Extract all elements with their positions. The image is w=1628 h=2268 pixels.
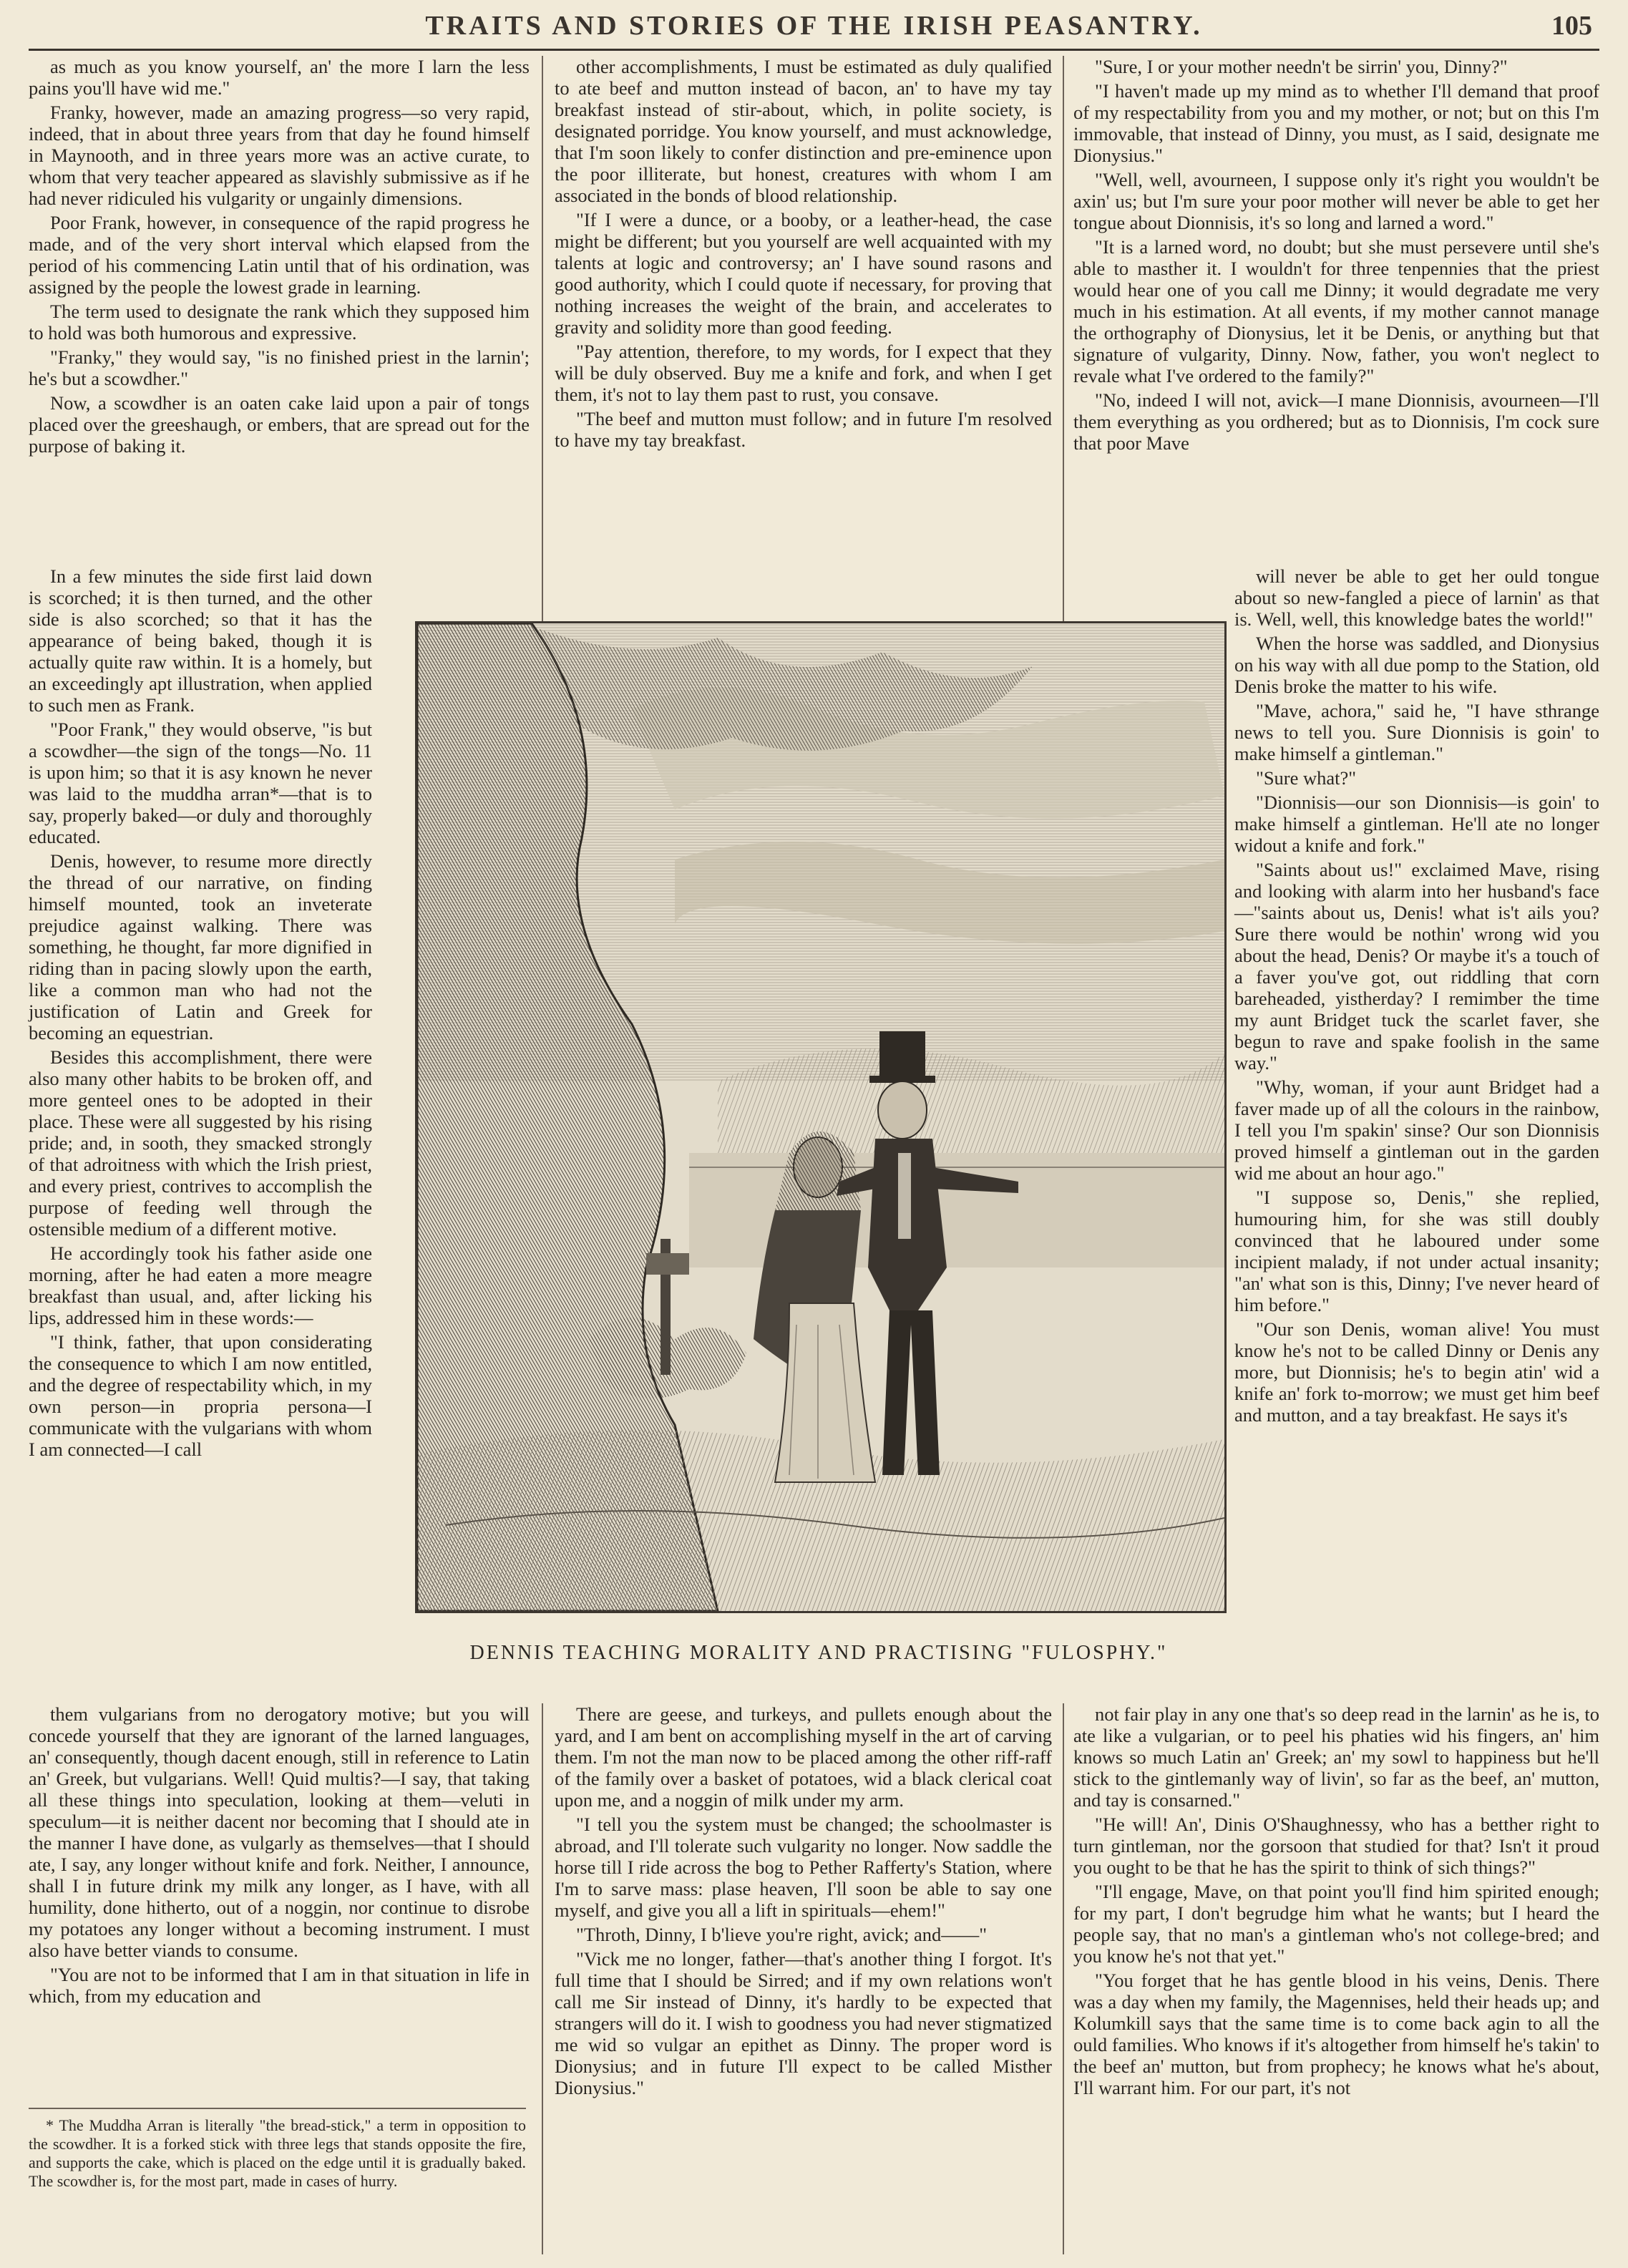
paragraph: "I think, father, that upon considerating the consequence to which I am now entitled, and the degree of respectability which, in my own person—in propria persona—I communicate with the vulgarians with whom I am connected—I call [29,1331,372,1460]
paragraph: them vulgarians from no derogatory motive; but you will concede yourself that they are ignorant of the larned languages, an' consequently, though dacent enough, still in reference to Latin an' Greek, but vulgarians. Well! Quid multis?—I say, that taking all these things into speculation, looking at them—veluti in speculum—it is neither dacent nor becoming that I should ate in the manner I have done, as vulgarly as themselves—that I should ate, I say, any longer without knife and fork. Neither, I announce, shall I in future drink my milk any longer, as I have, with all humility, done hitherto, out of a noggin, nor continue to disrobe my potatoes any longer without a becoming instrument. I must also have better viands to consume. [29,1703,530,1961]
paragraph: Now, a scowdher is an oaten cake laid upon a pair of tongs placed over the greeshaugh, or embers, that are spread out for the purpose of baking it. [29,392,530,457]
paragraph: In a few minutes the side first laid down is scorched; it is then turned, and the other side is also scorched; so that it has the appearance of being baked, though it is actually quite raw within. It is a homely, but an exceedingly apt illustration, when applied to such men as Frank. [29,565,372,716]
middle-column-bottom [555,1703,1052,2098]
paragraph: Franky, however, made an amazing progress—so very rapid, indeed, that in about three years from that day he found himself in Maynooth, and in three years more was an active curate, to whom that very teacher appeared as slavishly submissive as if he had never ridiculed his vulgarity or ungainly dimensions. [29,102,530,209]
engraving-drawing [417,623,1224,1611]
paragraph: "No, indeed I will not, avick—I mane Dionnisis, avourneen—I'll them everything as you ordhered; but as to Dionnisis, I'm cock sure that poor Mave [1073,389,1599,454]
paragraph: "Saints about us!" exclaimed Mave, rising and looking with alarm into her husband's face—"saints about us, Denis! what is't ails you? Sure there would be nothin' wrong wid you about the head, Denis? Or maybe it's a touch of a faver you've got, out riddling that corn bareheaded, yistherday? I remimber the time my aunt Bridget tuck the scarlet faver, she begun to rave and spake foolish in the same way." [1234,859,1599,1074]
paragraph: "I'll engage, Mave, on that point you'll find him spirited enough; for my part, I don't begrudge him what he wants; but I heard the people say, that no man's a gintleman who's not college-bred; and you know he's not that yet." [1073,1881,1599,1967]
paragraph: "Poor Frank," they would observe, "is but a scowdher—the sign of the tongs—No. 11 is upon him; so that it is asy known he never was laid to the muddha arran*—that is to say, properly baked—or duly and thoroughly educated. [29,719,372,847]
paragraph: "Sure, I or your mother needn't be sirrin' you, Dinny?" [1095,56,1508,77]
left-column-narrow [29,565,372,1460]
paragraph: will never be able to get her ould tongue about so new-fangled a piece of larnin' as that is. Well, well, this knowledge bates the world!" [1234,565,1599,630]
paragraph: as much as you know yourself, an' the more I larn the less pains you'll have wid me." [29,56,530,99]
paragraph: "Well, well, avourneen, I suppose only it's right you wouldn't be axin' us; but I'm sure your poor mother will never be able to get her tongue about Dionnisis, it's so long and larned a word." [1073,169,1599,233]
paragraph: "Our son Denis, woman alive! You must know he's not to be called Dinny or Denis any more, but Dionnisis; he's to begin atin' wid a knife an' fork to-morrow; we must get him beef and mutton, and a tay breakfast. He says it's [1234,1318,1599,1426]
right-column-narrow [1234,565,1599,1426]
paragraph: "You forget that he has gentle blood in his veins, Denis. There was a day when my family, the Magennises, held their heads up; and Kolumkill says that the same time is to come back agin to all the ould families. Who knows if it's altogether from himself he's takin' to the beef an' mutton, but from prophecy; he knows what he's about, I'll warrant him. For our part, it's not [1073,1970,1599,2098]
left-column-top [29,56,530,457]
column-rule-right [1063,56,1064,621]
paragraph: other accomplishments, I must be estimated as duly qualified to ate beef and mutton instead of bacon, an' to have my tay breakfast instead of stir-about, which, in polite society, is designated porridge. You know yourself, and must acknowledge, that I'm soon likely to confer distinction and pre-eminence upon the poor illiterate, but honest, creatures with whom I am associated in the bonds of blood relationship. [555,56,1052,206]
paragraph: "You are not to be informed that I am in that situation in life in which, from my education and [29,1964,530,2007]
paragraph: "Why, woman, if your aunt Bridget had a faver made up of all the colours in the rainbow, I tell you I'm spakin' sinse? Our son Dionnisis proved himself a gintleman out in the garden wid me about an hour ago." [1234,1076,1599,1184]
paragraph: "The beef and mutton must follow; and in future I'm resolved to have my tay breakfast. [555,408,1052,451]
footnote [29,2108,526,2191]
paragraph: "If I were a dunce, or a booby, or a leather-head, the case might be different; but you yourself are well acquainted with my talents at logic and controversy; an' I have sound rasons and good authority, which I could quote if necessary, for proving that nothing increases the weight of the brain, and accelerates to gravity and solidity more than good feeding. [555,209,1052,338]
paragraph: There are geese, and turkeys, and pullets enough about the yard, and I am bent on accomplishing myself in the art of carving them. I'm not the man now to be placed among the other riff-raff of the family over a basket of potatoes, wid a black clerical coat upon me, and a noggin of milk under my arm. [555,1703,1052,1811]
column-rule-left [542,56,543,621]
illustration-caption: DENNIS TEACHING MORALITY AND PRACTISING "FULOSPHY." [469,1642,1168,1664]
paragraph: "Throth, Dinny, I b'lieve you're right, avick; and——" [576,1924,988,1945]
paragraph: "He will! An', Dinis O'Shaughnessy, who has a betther right to turn gintleman, nor the gorsoon that studied for that? Isn't it proud you ought to be that he has the spirit to think of sich things?" [1073,1814,1599,1878]
paragraph: "I suppose so, Denis," she replied, humouring him, for she was still doubly convinced that he laboured under some incipient malady, if not under actual insanity; "an' what son is this, Dinny; I've never heard of him before." [1234,1187,1599,1315]
paragraph: "Pay attention, therefore, to my words, for I expect that they will be duly observed. Buy me a knife and fork, and when I get them, it's not to lay them past to rust, you consave. [555,341,1052,405]
paragraph: "It is a larned word, no doubt; but she must persevere until she's able to masther it. I wouldn't for three tenpennies that the priest would hear one of you call me Dinny; it would degradate me very much in his estimation. At all events, if my mother cannot manage the orthography of Dionysius, let it be Denis, or anything but that signature of vulgarity, Dinny. Now, father, you won't neglect to revale what I've ordered to the family?" [1073,236,1599,386]
footnote-text: * The Muddha Arran is literally "the bread-stick," a term in opposition to the scowdher. It is a forked stick with three legs that stands opposite the fire, and supports the cake, which is placed on the edge until it is gradually baked. The scowdher is, for the most part, made in cases of hurry. [29,2116,526,2190]
page-header [29,6,1599,51]
column-rule-left-lower [542,1703,543,2254]
middle-column-top [555,56,1052,451]
column-rule-right-lower [1063,1703,1064,2254]
right-column-top [1073,56,1599,454]
paragraph: "I haven't made up my mind as to whether I'll demand that proof of my respectability from you and my mother, or not; but on this I'm immovable, that instead of Dinny, you must, as I said, designate me Dionysius." [1073,80,1599,166]
left-column-bottom [29,1703,530,2007]
paragraph: The term used to designate the rank which they supposed him to hold was both humorous and expressive. [29,301,530,344]
paragraph: Denis, however, to resume more directly the thread of our narrative, on finding himself mounted, took an inveterate prejudice against walking. There was something, he thought, far more dignified in riding than in pacing slowly upon the earth, like a common man who had not the justification of Latin and Greek for becoming an equestrian. [29,850,372,1043]
paragraph: He accordingly took his father aside one morning, after he had eaten a more meagre breakfast than usual, and, after licking his lips, addressed him in these words:— [29,1242,372,1328]
right-column-bottom [1073,1703,1599,2098]
running-title: TRAITS AND STORIES OF THE IRISH PEASANTRY. [425,11,1203,41]
paragraph: "Vick me no longer, father—that's another thing I forgot. It's full time that I should be Sirred; and if my own relations won't call me Sir instead of Dinny, it's hardly to be expected that strangers will do it. I wish to goodness you had never stigmatized me wid so vulgar an epithet as Dinny. The proper word is Dionysius; and in future I'll expect to be called Misther Dionysius." [555,1948,1052,2098]
paragraph: Poor Frank, however, in consequence of the rapid progress he made, and of the very short interval which elapsed from the period of his commencing Latin until that of his ordination, was assigned by the people the lowest grade in learning. [29,212,530,298]
engraving-illustration [415,621,1227,1613]
paragraph: "Mave, achora," said he, "I have sthrange news to tell you. Sure Dionnisis is goin' to make himself a gintleman." [1234,700,1599,764]
paragraph: Besides this accomplishment, there were also many other habits to be broken off, and more genteel ones to be adopted in their place. These were all suggested by his rising pride; and, in sooth, they smacked strongly of that adroitness with which the Irish priest, and every priest, contrives to accomplish the purpose of feeding well through the ostensible medium of a different motive. [29,1046,372,1240]
paragraph: When the horse was saddled, and Dionysius on his way with all due pomp to the Station, old Denis broke the matter to his wife. [1234,633,1599,697]
paragraph: "I tell you the system must be changed; the schoolmaster is abroad, and I'll tolerate such vulgarity no longer. Now saddle the horse till I ride across the bog to Pether Rafferty's Station, where I'm to sarve mass: plase heaven, I'll soon be able to say one myself, and give you all a lift in spirituals—ehem!" [555,1814,1052,1921]
page-number: 105 [1551,11,1592,41]
paragraph: not fair play in any one that's so deep read in the larnin' as he is, to ate like a vulgarian, or to peel his phaties wid his fingers, an' him knows so much Latin an' Greek; an' my sowl to happiness but he'll stick to the gintlemanly way of livin', so far as the beef, an' mutton, and tay is consarned." [1073,1703,1599,1811]
paragraph: "Dionnisis—our son Dionnisis—is goin' to make himself a gintleman. He'll ate no longer widout a knife and fork." [1234,792,1599,856]
paragraph: "Franky," they would say, "is no finished priest in the larnin'; he's but a scowdher." [29,346,530,389]
paragraph: "Sure what?" [1256,767,1357,789]
